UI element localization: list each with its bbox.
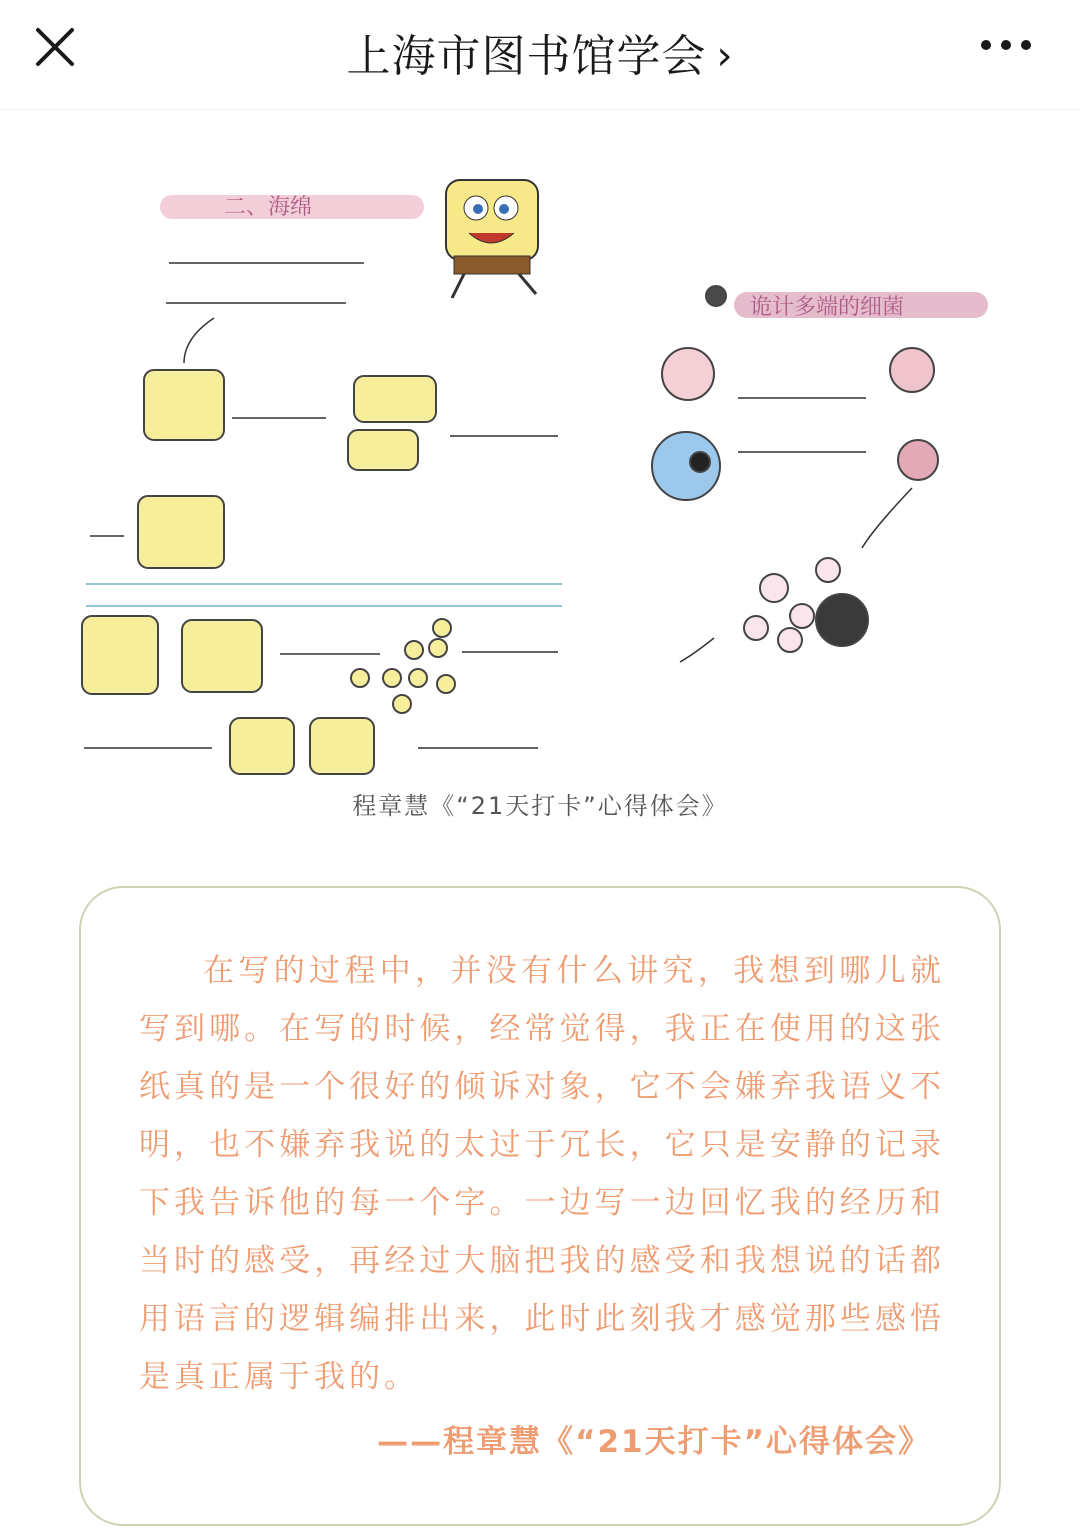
quote-text: 在写的过程中，并没有什么讲究，我想到哪儿就写到哪。在写的时候，经常觉得，我正在使用的这张纸真的是一个很好的倾诉对象，它不会嫌弃我语义不明，也不嫌弃我说的太过于冗长，它只是安静的记录下我告诉他的每一个字。一边写一边回忆我的经历和当时的感受，再经过大脑把我的感受和我想说的话都用语言的逻辑编排出来，此时此刻我才感觉那些感悟是真正属于我的。 <box>139 953 945 1395</box>
left-heading: 二、海绵 <box>224 195 313 220</box>
figure-caption: 程章慧《“21天打卡”心得体会》 <box>352 792 728 820</box>
account-title[interactable] <box>0 20 1080 84</box>
top-bar <box>0 0 1080 110</box>
article-content <box>0 110 1080 1536</box>
chevron-right-icon: › <box>716 33 734 79</box>
more-button[interactable] <box>976 30 1036 60</box>
quote-card <box>79 886 1001 1526</box>
more-icon <box>976 30 1036 60</box>
handdrawn-notes-image <box>74 138 1006 778</box>
account-name: 上海市图书馆学会 <box>346 31 707 82</box>
quote-signature: ——程章慧《“21天打卡”心得体会》 <box>377 1424 931 1460</box>
right-heading: 诡计多端的细菌 <box>750 295 905 320</box>
